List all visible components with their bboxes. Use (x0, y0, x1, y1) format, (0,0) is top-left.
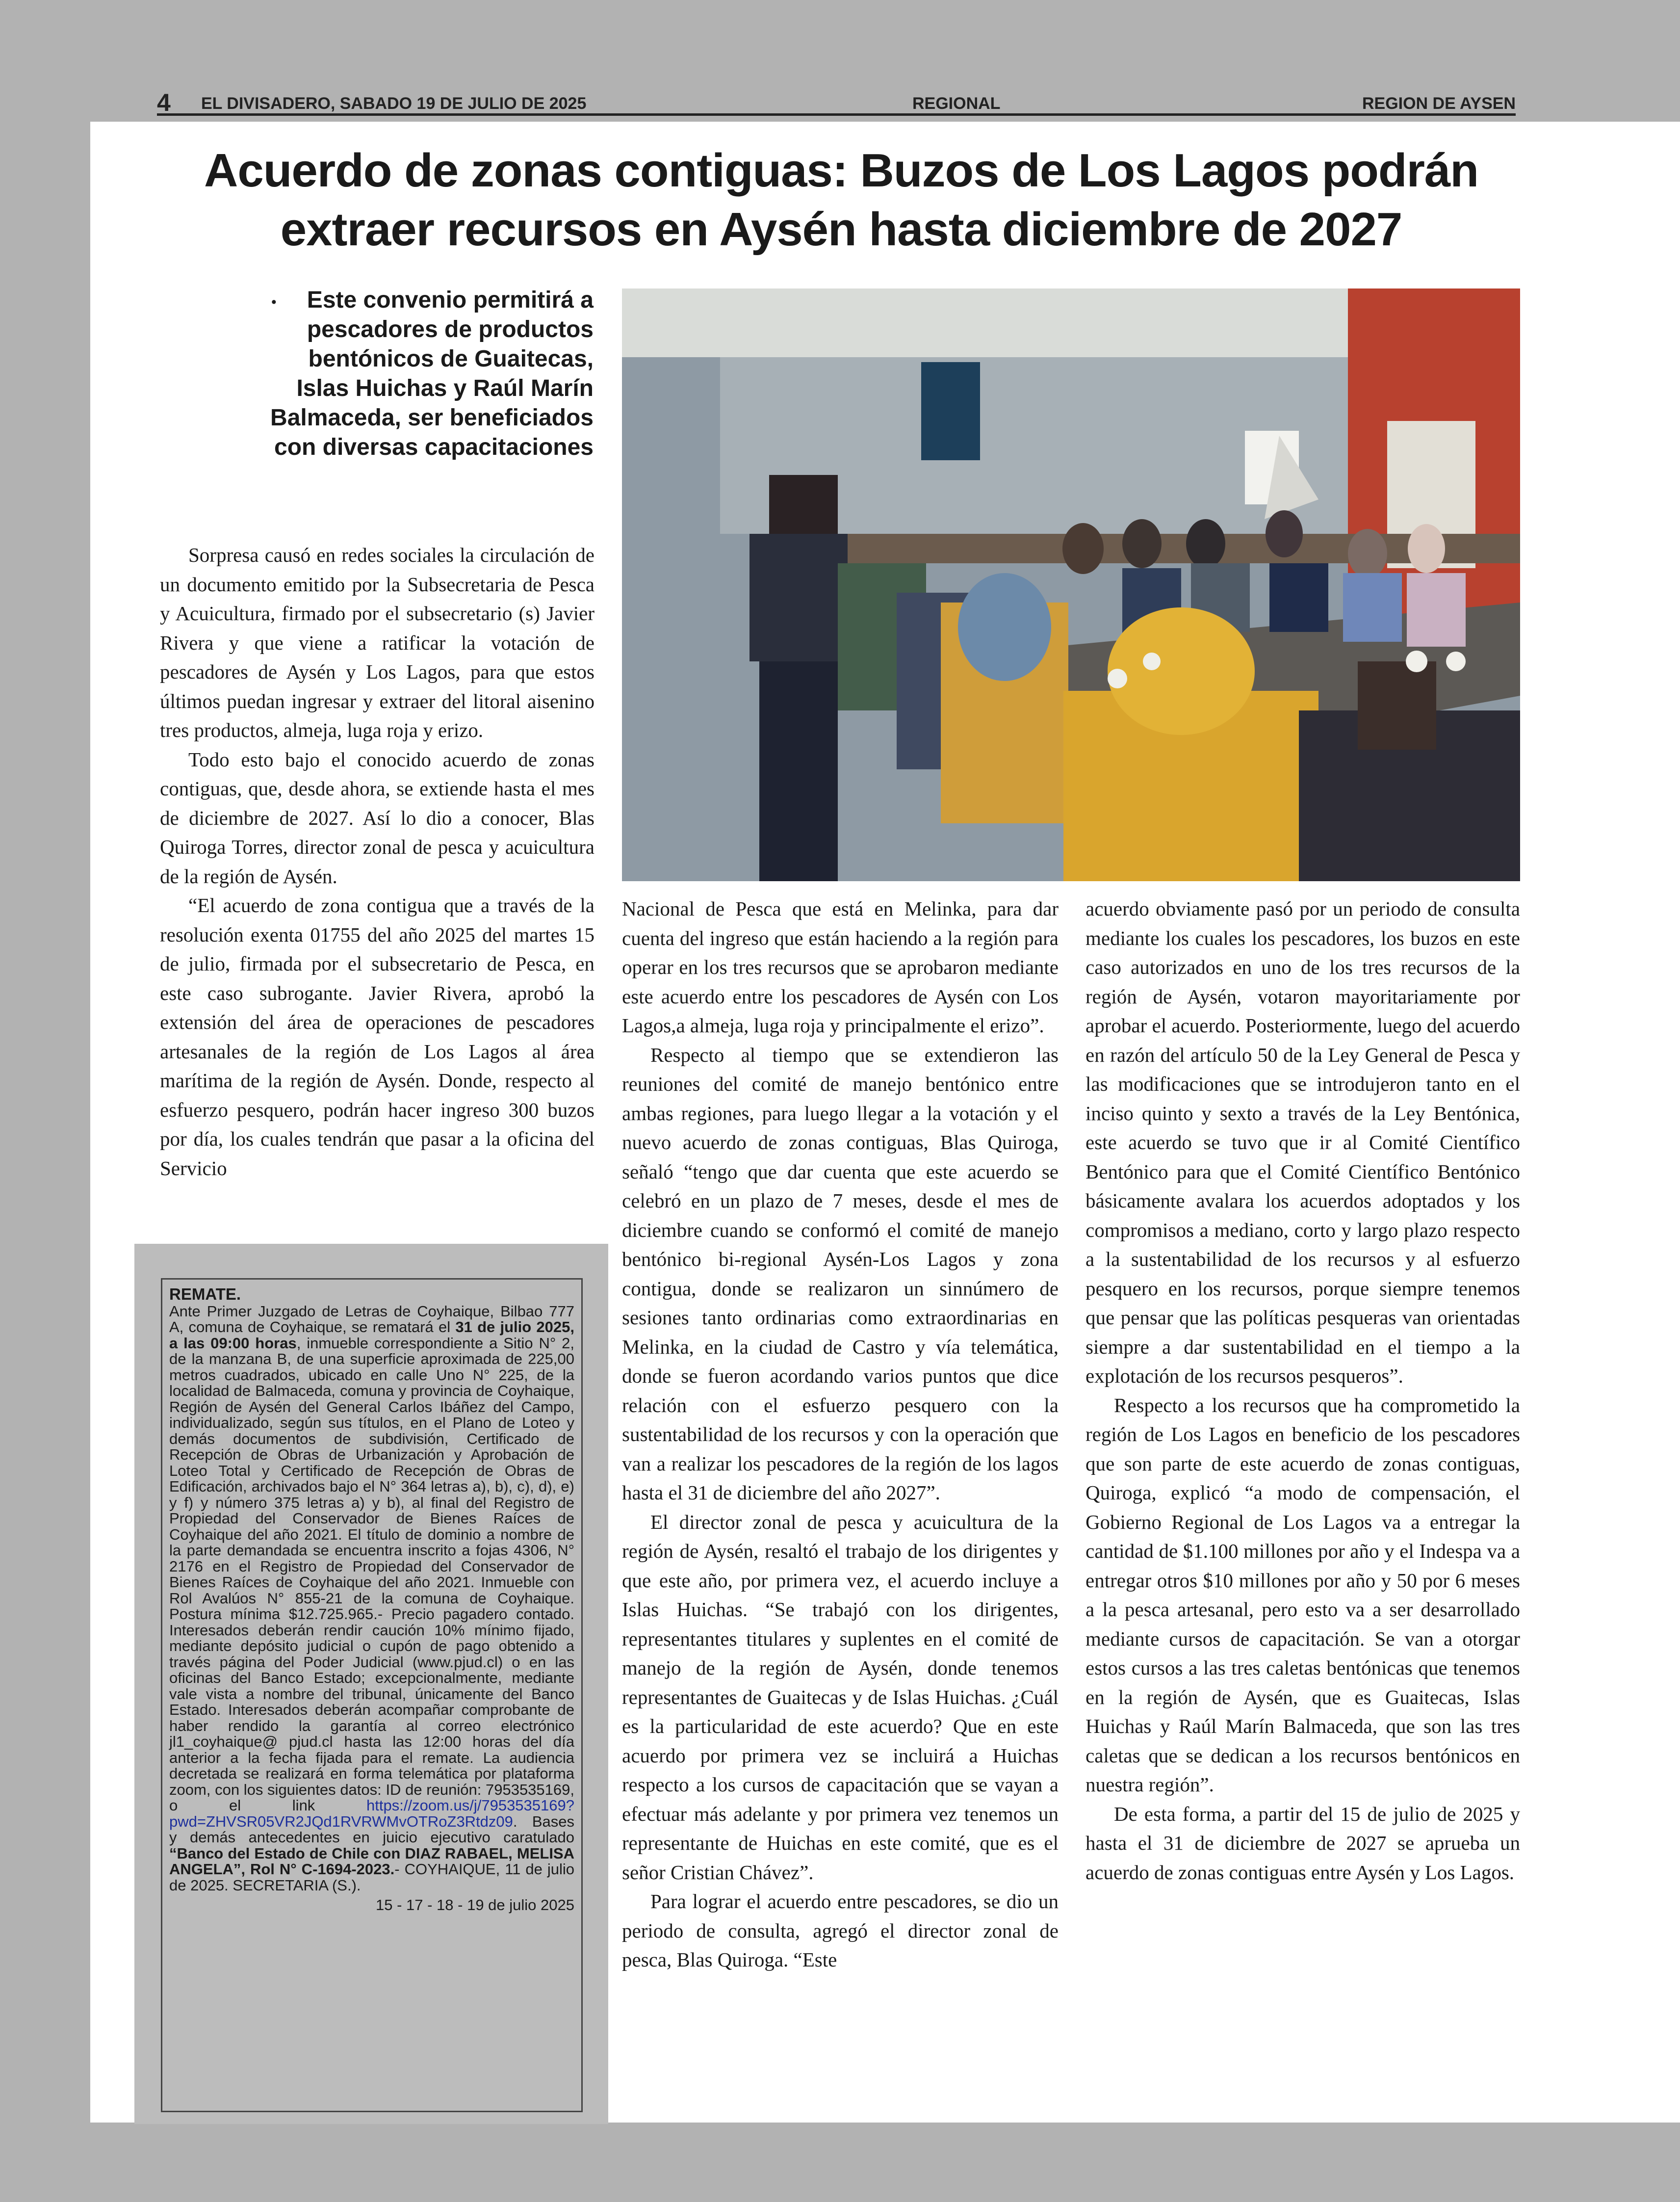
paragraph: “El acuerdo de zona contigua que a través de la resolución exenta 01755 del año 2025 del martes 15 de julio, firmada por el subsecretario de Pesca, en este caso subrogante. Javier Rivera, aprobó la extensión del área de operaciones de pescadores artesanales de la región de Los Lagos al área marítima de la región de Aysén. Donde, respecto al esfuerzo pesquero, podrán hacer ingreso 300 buzos por día, los cuales tendrán que pasar a la oficina del Servicio (160, 894, 594, 1180)
bullet-marker: · (270, 288, 278, 315)
summary-text: Este convenio permitirá a pescadores de productos bentónicos de Guaitecas, Islas Huichas y Raúl Marín Balmaceda, ser beneficiados con diversas capacitaciones (270, 287, 594, 460)
paragraph: De esta forma, a partir del 15 de julio de 2025 y hasta el 31 de diciembre de 2027 se aprueba un acuerdo de zonas contiguas entre Aysén y Los Lagos. (1086, 1802, 1520, 1884)
paragraph: El director zonal de pesca y acuicultura de la región de Aysén, resaltó el trabajo de los dirigentes y que este año, por primera vez, el acuerdo incluye a Islas Huichas. “Se trabajó con los dirigentes, representantes titulares y suplentes en el comité de manejo de la región de Aysén, donde tenemos representantes de Guaitecas y de Islas Huichas. ¿Cuál es la particularidad de este acuerdo? Que en este acuerdo por primera vez se incluirá a Huichas respecto a los cursos de capacitación que se vayan a efectuar más adelante y por primera vez tenemos un representante de Huichas en este comité, que es el señor Cristian Chávez”. (622, 1510, 1059, 1884)
auction-text: , inmueble correspondiente a Sitio N° 2, de la manzana B, de una superficie aproximada de 225,00 metros cuadrados, ubicado en calle Uno N° 225, de la localidad de Balmaceda, comuna y provincia de Coyhaique, Región de Aysén del General Carlos Ibáñez del Campo, individualizado, según sus títulos, en el Plano de Loteo y demás documentos de subdivisión, Certificado de Recepción de Obras de Urbanización y Aprobación de Loteo Total y Certificado de Recepción de Obras de Edificación, archivados bajo el N° 364 letras a), b), c), d), e) y f) y número 375 letras a) y b), al final del Registro de Propiedad del Conservador de Bienes Raíces de Coyhaique del año 2021. El título de dominio a nombre de la parte demandada se encuentra inscrito a fojas 4306, N° 2176 en el Registro de Propiedad del Conservador de Bienes Raíces de Coyhaique del año 2021. Inmueble con Rol Avalúos N° 855-21 de la comuna de Coyhaique. Postura mínima $12.725.965.- Precio pagadero contado. Interesados deberán rendir caución 10% mínimo fijado, mediante depósito judicial o cupón de pago obtenido a través página del Poder Judicial (www.pjud.cl) o en las oficinas del Banco Estado; excepcionalmente, mediante vale vista a nombre del tribunal, únicamente del Banco Estado. Interesados deberán acompañar comprobante de haber rendido la garantía al correo electrónico jl1_coyhaique@ pjud.cl hasta las 12:00 horas del día anterior a la fecha fijada para el remate. La audiencia decretada se realizará en forma telemática por plataforma zoom, con los siguientes datos: ID de reunión: 7953535169, o el link (169, 1334, 574, 1814)
headline-line-1: Acuerdo de zonas contiguas: Buzos de Los Lagos podrán (204, 144, 1478, 197)
article-summary-bullet (260, 286, 594, 462)
auction-text: - COYHAIQUE, 11 de julio de 2025. SECRETARIA (S.). (169, 1861, 574, 1894)
paragraph: acuerdo obviamente pasó por un periodo de consulta mediante los cuales los pescadores, los buzos en este caso autorizados en uno de los tres recursos de la región de Aysén, votaron mayoritariamente por aprobar el acuerdo. Posteriormente, luego del acuerdo en razón del artículo 50 de la Ley General de Pesca y las modificaciones que se introdujeron tanto en el inciso quinto y sexto a través de la Ley Bentónica, este acuerdo se tuvo que ir al Comité Científico Bentónico para que el Comité Científico Bentónico básicamente avalara los acuerdos adoptados y los compromisos a mediano, corto y largo plazo respecto a la sustentabilidad de los recursos y al esfuerzo pesquero en los recursos, porque siempre tenemos que pensar que las políticas pesqueras van orientadas siempre a dar sustentabilidad en el tiempo a la explotación de los recursos pesqueros”. (1086, 897, 1520, 1387)
auction-date: 31 de julio 2025, a las 09:00 horas (169, 1318, 574, 1352)
auction-notice (161, 1278, 583, 2112)
page-header (157, 88, 1516, 116)
auction-body (169, 1304, 574, 1894)
publication-dates: 15 - 17 - 18 - 19 de julio 2025 (376, 1896, 574, 1914)
article-column-3 (1086, 894, 1520, 1887)
meeting-photo (622, 288, 1520, 881)
headline-line-2: extraer recursos en Aysén hasta diciembre de 2027 (280, 203, 1402, 256)
paragraph: Nacional de Pesca que está en Melinka, para dar cuenta del ingreso que están haciendo a la región para operar en los tres recursos que se aprobaron mediante este acuerdo entre los pescadores de Aysén con Los Lagos,a almeja, luga roja y principalmente el erizo”. (622, 897, 1059, 1037)
article-column-2 (622, 894, 1059, 1975)
paragraph: Respecto a los recursos que ha comprometido la región de Los Lagos en beneficio de los pescadores que son parte de este acuerdo de zonas contiguas, Quiroga, explicó “a modo de compensación, el Gobierno Regional de Los Lagos va a entregar la cantidad de $1.100 millones por año y el Indespa va a entregar otros $10 millones por año y 50 por 6 meses a la pesca artesanal, pero esto va a ser desarrollado mediante cursos de capacitación. Se van a otorgar estos cursos a las tres caletas bentónicas que tenemos en la región de Aysén, que es Guaitecas, Islas Huichas y Raúl Marín Balmaceda, que son las tres caletas que se dedican a los recursos bentónicos en nuestra región”. (1086, 1393, 1520, 1796)
classified-ad-panel (134, 1244, 608, 2124)
paragraph: Respecto al tiempo que se extendieron las reuniones del comité de manejo bentónico entre ambas regiones, para luego llegar a la votación y el nuevo acuerdo de zonas contiguas, Blas Quiroga, señaló “tengo que dar cuenta que este acuerdo se celebró en un plazo de 7 meses, desde el mes de diciembre cuando se conformó el comité de manejo bentónico bi-regional Aysén-Los Lagos y zona contigua, donde se realizaron un sinnúmero de sesiones tanto ordinarias como extraordinarias en Melinka, en la ciudad de Castro y vía telemática, donde se fueron acordando varios puntos que dice relación con el esfuerzo pesquero con la sustentabilidad de los recursos y con la operación que van a realizar los pescadores de la región de los lagos hasta el 31 de diciembre del año 2027”. (622, 1043, 1059, 1504)
section-label: REGIONAL (912, 94, 1001, 113)
paragraph: Todo esto bajo el conocido acuerdo de zonas contiguas, que, desde ahora, se extiende hasta el mes de diciembre de 2027. Así lo dio a conocer, Blas Quiroga Torres, director zonal de pesca y acuicultura de la región de Aysén. (160, 748, 594, 888)
paragraph: Para lograr el acuerdo entre pescadores, se dio un periodo de consulta, agregó el director zonal de pesca, Blas Quiroga. “Este (622, 1890, 1059, 1971)
newspaper-date-line: EL DIVISADERO, SABADO 19 DE JULIO DE 2025 (201, 94, 587, 113)
auction-text: . Bases y demás antecedentes en juicio ejecutivo caratulado (169, 1812, 574, 1846)
article-column-1 (160, 541, 594, 1183)
paragraph: Sorpresa causó en redes sociales la circulación de un documento emitido por la Subsecretaria de Pesca y Acuicultura, firmado por el subsecretario (s) Javier Rivera y que viene a ratificar la votación de pescadores de Aysén y Los Lagos, para que estos últimos puedan ingresar y extraer del litoral aisenino tres productos, almeja, luga roja y erizo. (160, 544, 594, 741)
article-headline (147, 141, 1535, 259)
case-caption: “Banco del Estado de Chile con DIAZ RABAEL, MELISA ANGELA”, Rol N° C-1694-2023. (169, 1844, 574, 1878)
region-label: REGION DE AYSEN (1362, 94, 1516, 113)
zoom-link[interactable]: https://zoom.us/j/7953535169?pwd=ZHVSR05VR2JQd1RVRWMvOTRoZ3Rtdz09 (169, 1797, 574, 1830)
page-number: 4 (157, 89, 171, 116)
auction-title: REMATE. (169, 1285, 241, 1303)
auction-text: Ante Primer Juzgado de Letras de Coyhaique, Bilbao 777 A, comuna de Coyhaique, se rematará el (169, 1302, 574, 1336)
